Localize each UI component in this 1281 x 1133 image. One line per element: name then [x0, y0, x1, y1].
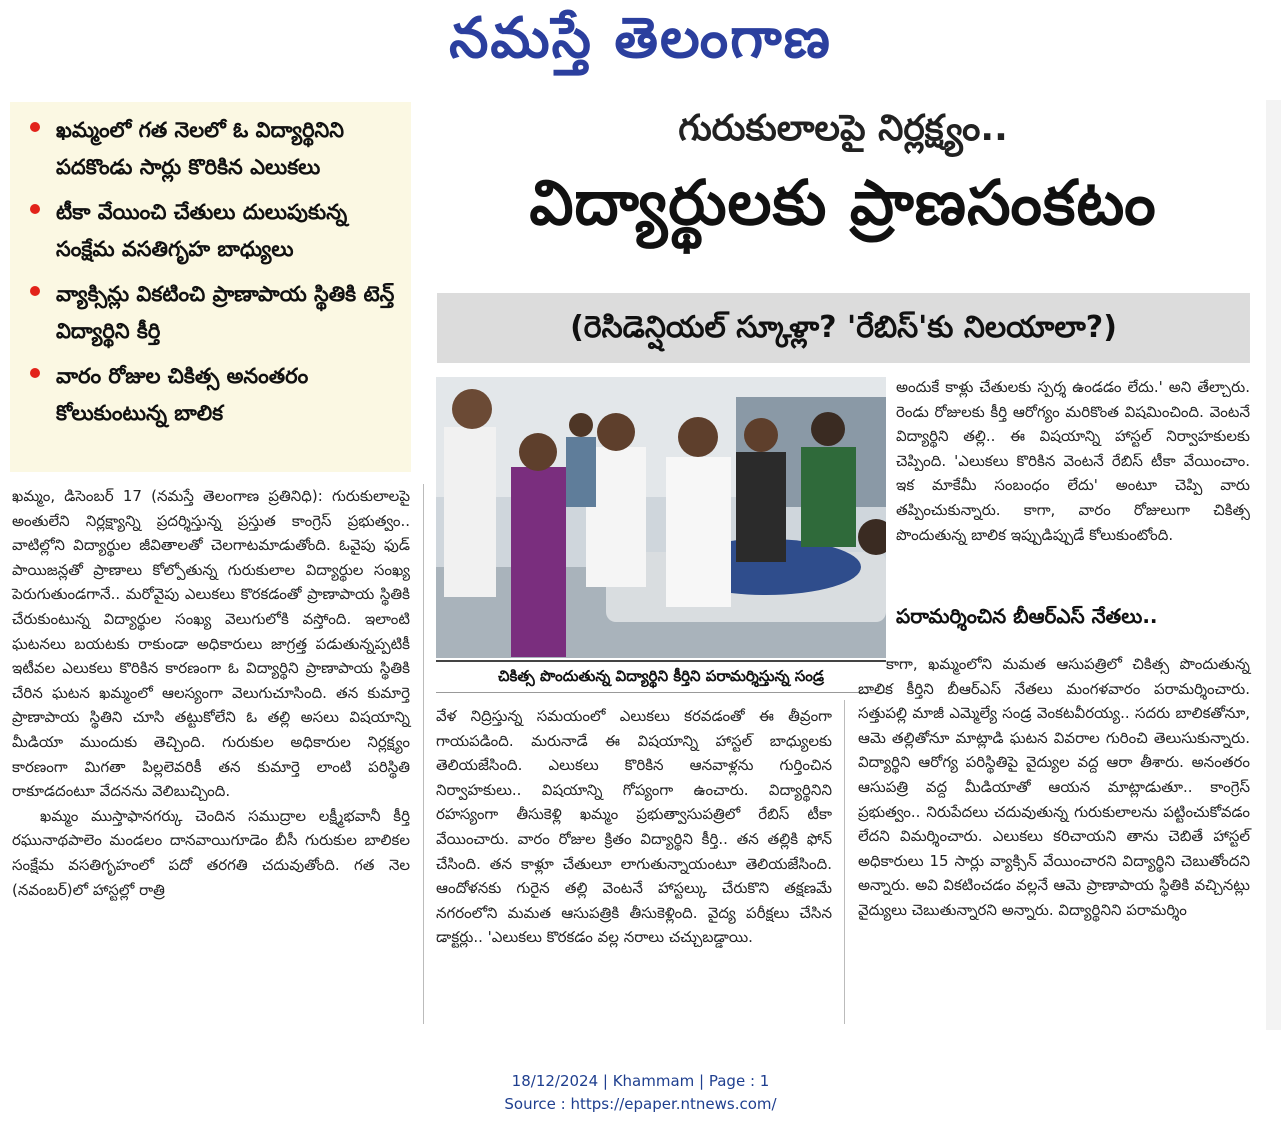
article-column-3-bottom: [858, 652, 1250, 923]
photo-caption: చికిత్స పొందుతున్న విద్యార్థిని కీర్తిని పరామర్శిస్తున్న సండ్ర: [436, 660, 886, 693]
article-column-1: [12, 484, 410, 902]
footer-date-line: 18/12/2024 | Khammam | Page : 1: [511, 1072, 770, 1090]
highlight-item: [28, 194, 399, 268]
subsection-title: పరామర్శించిన బీఆర్ఎస్ నేతలు..: [896, 604, 1158, 628]
article-paragraph: అందుకే కాళ్లు చేతులకు స్పర్శ ఉండడం లేదు.' అని తేల్చారు. రెండు రోజులకు కీర్తి ఆరోగ్యం మరికొంత విషమించింది. వెంటనే విద్యార్థిని తల్లి.. ఈ విషయాన్ని హాస్టల్ నిర్వాహకులకు చెప్పింది. 'ఎలుకలు కొరికిన వెంటనే రేబిస్ టీకా వేయించాం. ఇక మాకేమీ సంబంధం లేదు' అంటూ చెప్పి వారు తప్పించుకున్నారు. కాగా, వారం రోజులుగా చికిత్స పొందుతున్న బాలిక ఇప్పుడిప్పుడే కోలుకుంటోంది.: [896, 378, 1250, 544]
bullet-dot-icon: [30, 122, 40, 132]
column-divider: [844, 700, 845, 1024]
masthead-title: నమస్తే తెలంగాణ: [449, 6, 832, 71]
subheadline: (రెసిడెన్షియల్ స్కూళ్లా? 'రేబిస్'కు నిలయాలా?): [437, 293, 1250, 363]
highlight-text: ఖమ్మంలో గత నెలలో ఓ విద్యార్థినిని పదకొండు సార్లు కొరికిన ఎలుకలు: [56, 118, 345, 179]
headline-kicker: గురుకులాలపై నిర్లక్ష్యం..: [678, 108, 1008, 149]
column-divider: [423, 484, 424, 1024]
article-paragraph: ఖమ్మం, డిసెంబర్ 17 (నమస్తే తెలంగాణ ప్రతినిధి): గురుకులాలపై అంతులేని నిర్లక్ష్యాన్ని ప్రదర్శిస్తున్న ప్రస్తుత కాంగ్రెస్ ప్రభుత్వం.. వాటిల్లోని విద్యార్థుల జీవితాలతో చెలగాటమాడుతోంది. ఓవైపు ఫుడ్ పాయిజన్లతో ప్రాణాలు కోల్పోతున్న గురుకులాల విద్యార్థుల సంఖ్య పెరుగుతుండగానే.. మరోవైపు ఎలుకలు కొరకడంతో ప్రాణాపాయ స్థితికి చేరుకుంటున్న విద్యార్థుల సంఖ్య వెలుగులోకి వస్తోంది. ఇలాంటి ఘటనలు బయటకు రాకుండా అధికారులు జాగ్రత్త పడుతున్నప్పటికీ ఇటీవల ఎలుకలు కొరికిన కారణంగా ఓ విద్యార్థిని ప్రాణాపాయ స్థితికి చేరిన ఘటన ఖమ్మంలో ఆలస్యంగా వెలుగుచూసింది. తన కుమార్తె ప్రాణాపాయ స్థితిని చూసి తట్టుకోలేని ఓ తల్లి అసలు విషయాన్ని మీడియా ముందుకు తెచ్చింది. గురుకుల అధికారుల నిర్లక్ష్యం కారణంగా మిగతా పిల్లలెవరికీ తన కుమార్తె లాంటి పరిస్థితి రాకూడదంటూ వేదనను వెలిబుచ్చింది.: [12, 487, 410, 801]
bullet-dot-icon: [30, 286, 40, 296]
highlight-text: వారం రోజుల చికిత్స అనంతరం కోలుకుంటున్న బాలిక: [56, 364, 309, 425]
article-paragraph: ఖమ్మం ముస్తాఫానగర్కు చెందిన సముద్రాల లక్ష్మీభవానీ కీర్తి రఘునాథపాలెం మండలం దానవాయిగూడెం బీసీ గురుకుల బాలికల సంక్షేమ వసతిగృహంలో పదో తరగతి చదువుతోంది. గత నెల (నవంబర్)లో హాస్టల్లో రాత్రి: [12, 806, 410, 899]
highlight-item: [28, 276, 399, 350]
footer-source-line: Source : https://epaper.ntnews.com/: [504, 1095, 777, 1113]
article-column-2: [436, 704, 832, 950]
highlight-text: వ్యాక్సిన్లు వికటించి ప్రాణాపాయ స్థితికి టెన్త్ విద్యార్థిని కీర్తి: [56, 282, 395, 343]
article-column-3-top: [896, 375, 1250, 547]
page-footer: [0, 1070, 1281, 1116]
highlight-item: [28, 112, 399, 186]
hospital-visit-photo: [436, 377, 886, 658]
highlight-text: టీకా వేయించి చేతులు దులుపుకున్న సంక్షేమ వసతిగృహ బాధ్యులు: [56, 200, 348, 261]
main-headline: విద్యార్థులకు ప్రాణసంకటం: [529, 166, 1157, 239]
bullet-dot-icon: [30, 368, 40, 378]
bullet-dot-icon: [30, 204, 40, 214]
article-paragraph: కాగా, ఖమ్మంలోని మమత ఆసుపత్రిలో చికిత్స పొందుతున్న బాలిక కీర్తిని బీఆర్ఎస్ నేతలు మంగళవారం పరామర్శించారు. సత్తుపల్లి మాజీ ఎమ్మెల్యే సండ్ర వెంకటవీరయ్య.. సదరు బాలికతోనూ, ఆమె తల్లితోనూ మాట్లాడి ఘటన వివరాల గురించి తెలుసుకున్నారు. విద్యార్థిని ఆరోగ్య పరిస్థితిపై వైద్యుల వద్ద ఆరా తీశారు. అనంతరం ఆసుపత్రి వద్ద మీడియాతో ఆయన మాట్లాడుతూ.. కాంగ్రెస్ ప్రభుత్వం.. నిరుపేదలు చదువుతున్న గురుకులాలను పట్టించుకోవడం లేదని విమర్శించారు. ఎలుకలు కరిచాయని తాను చెబితే హాస్టల్ అధికారులు 15 సార్లు వ్యాక్సిన్ వేయించారని విద్యార్థిని చెబుతోందని అన్నారు. అవి వికటించడం వల్లనే ఆమె ప్రాణాపాయ స్థితికి వచ్చినట్లు వైద్యులు చెబుతున్నారని అన్నారు. విద్యార్థినిని పరామర్శిం: [858, 655, 1250, 919]
highlight-item: [28, 358, 399, 432]
news-photo: [436, 377, 886, 658]
adjacent-page-edge: [1266, 100, 1281, 1030]
masthead: [0, 0, 1281, 82]
highlights-box: [10, 102, 411, 472]
article-paragraph: వేళ నిద్రిస్తున్న సమయంలో ఎలుకలు కరవడంతో ఈ తీవ్రంగా గాయపడింది. మరునాడే ఈ విషయాన్ని హాస్టల్ బాధ్యులకు తెలియజేసింది. ఎలుకలు కొరికిన ఆనవాళ్లను గుర్తించిన నిర్వాహకులు.. విషయాన్ని గోప్యంగా ఉంచారు. విద్యార్థినిని రహస్యంగా తీసుకెళ్లి ఖమ్మం ప్రభుత్వాసుపత్రిలో రేబిస్ టీకా వేయించారు. వారం రోజుల క్రితం విద్యార్థిని కీర్తి.. తన తల్లికి ఫోన్ చేసింది. తన కాళ్లూ చేతులూ లాగుతున్నాయంటూ తెలియజేసింది. ఆందోళనకు గురైన తల్లి వెంటనే హాస్టల్కు చేరుకొని తక్షణమే నగరంలోని మమత ఆసుపత్రికి తీసుకెళ్లింది. వైద్య పరీక్షలు చేసిన డాక్టర్లు.. 'ఎలుకలు కొరకడం వల్ల నరాలు చచ్చుబడ్డాయి.: [436, 707, 832, 947]
